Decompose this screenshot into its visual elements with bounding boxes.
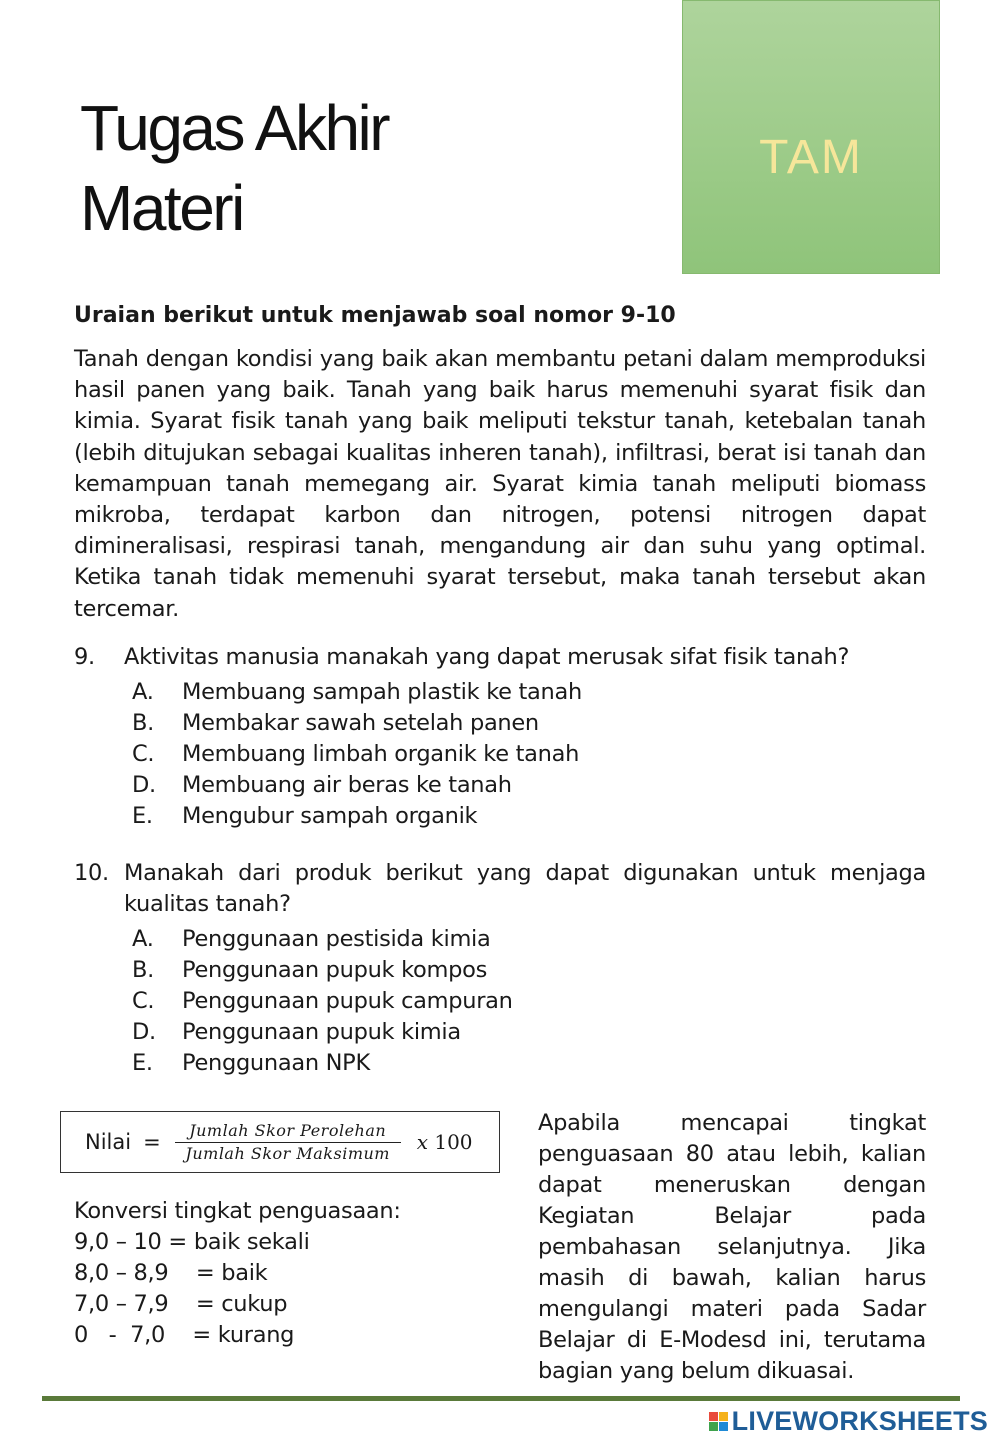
- multiplier-symbol: x: [416, 1130, 428, 1154]
- option-letter: A.: [132, 926, 154, 952]
- option-text: Penggunaan pupuk campuran: [182, 988, 513, 1014]
- option-9c[interactable]: [132, 739, 926, 770]
- question-text: Manakah dari produk berikut yang dapat digunakan untuk menjaga kualitas tanah?: [124, 860, 926, 917]
- option-10c[interactable]: [132, 986, 926, 1017]
- tam-badge-label: TAM: [759, 130, 863, 184]
- option-text: Penggunaan pestisida kimia: [182, 926, 491, 952]
- formula-denominator: Jumlah Skor Maksimum: [185, 1143, 390, 1163]
- option-9a[interactable]: [132, 677, 926, 708]
- option-10b[interactable]: [132, 955, 926, 986]
- option-9b[interactable]: [132, 708, 926, 739]
- brand-name: LIVEWORKSHEETS: [731, 1405, 988, 1436]
- option-list: [132, 677, 926, 832]
- option-text: Penggunaan pupuk kompos: [182, 957, 487, 983]
- option-letter: E.: [132, 1050, 153, 1076]
- option-10a[interactable]: [132, 924, 926, 955]
- option-letter: B.: [132, 957, 154, 983]
- option-text: Membakar sawah setelah panen: [182, 710, 539, 736]
- option-10d[interactable]: [132, 1017, 926, 1048]
- option-list: [132, 924, 926, 1079]
- option-text: Membuang sampah plastik ke tanah: [182, 679, 582, 705]
- conversion-row: 0 - 7,0 = kurang: [74, 1322, 295, 1348]
- liveworksheets-icon: [709, 1412, 728, 1431]
- question-number: 9.: [74, 644, 95, 670]
- option-9d[interactable]: [132, 770, 926, 801]
- question-9: [74, 642, 926, 832]
- formula-fraction: [175, 1120, 401, 1165]
- conversion-row: 7,0 – 7,9 = cukup: [74, 1291, 288, 1317]
- conversion-scale: [74, 1196, 494, 1351]
- option-letter: C.: [132, 741, 155, 767]
- option-letter: B.: [132, 710, 154, 736]
- passage-lead: Uraian berikut untuk menjawab soal nomor 9-10: [74, 303, 676, 328]
- formula-numerator: Jumlah Skor Perolehan: [189, 1120, 387, 1140]
- option-text: Penggunaan pupuk kimia: [182, 1019, 461, 1045]
- option-text: Penggunaan NPK: [182, 1050, 370, 1076]
- brand-logo[interactable]: [709, 1404, 988, 1438]
- option-9e[interactable]: [132, 801, 926, 832]
- title-line-2: Materi: [80, 172, 243, 244]
- multiplier-value: 100: [434, 1130, 473, 1154]
- option-letter: C.: [132, 988, 155, 1014]
- question-number: 10.: [74, 860, 109, 886]
- option-text: Membuang limbah organik ke tanah: [182, 741, 580, 767]
- score-formula: [60, 1111, 500, 1173]
- footer-rule: [42, 1396, 960, 1401]
- question-text: Aktivitas manusia manakah yang dapat merusak sifat fisik tanah?: [124, 644, 850, 670]
- conversion-heading: Konversi tingkat penguasaan:: [74, 1198, 401, 1224]
- option-letter: D.: [132, 1019, 156, 1045]
- mastery-note: Apabila mencapai tingkat penguasaan 80 atau lebih, kalian dapat meneruskan dengan Kegiatan Belajar pada pembahasan selanjutnya. Jika masih di bawah, kalian harus mengulangi materi pada Sadar Belajar di E-Modesd ini, terutama bagian yang belum dikuasai.: [538, 1110, 926, 1384]
- formula-multiplier: [417, 1130, 473, 1154]
- title-line-1: Tugas Akhir: [80, 92, 389, 164]
- formula-label: Nilai: [85, 1130, 132, 1154]
- option-letter: E.: [132, 803, 153, 829]
- page-title: [80, 88, 600, 248]
- option-letter: A.: [132, 679, 154, 705]
- option-text: Mengubur sampah organik: [182, 803, 478, 829]
- tam-badge: [682, 0, 940, 274]
- reading-passage: Tanah dengan kondisi yang baik akan membantu petani dalam memproduksi hasil panen yang baik. Tanah yang baik harus memenuhi syarat fisik dan kimia. Syarat fisik tanah yang baik meliputi tekstur tanah, ketebalan tanah (lebih ditujukan sebagai kualitas inheren tanah), infiltrasi, berat isi tanah dan kemampuan tanah memegang air. Syarat kimia tanah meliputi biomass mikroba, terdapat karbon dan nitrogen, potensi nitrogen dapat dimineralisasi, respirasi tanah, mengandung air dan suhu yang optimal. Ketika tanah tidak memenuhi syarat tersebut, maka tanah tersebut akan tercemar.: [74, 346, 926, 622]
- conversion-row: 8,0 – 8,9 = baik: [74, 1260, 268, 1286]
- conversion-row: 9,0 – 10 = baik sekali: [74, 1229, 310, 1255]
- option-text: Membuang air beras ke tanah: [182, 772, 512, 798]
- option-letter: D.: [132, 772, 156, 798]
- question-10: [74, 858, 926, 1079]
- option-10e[interactable]: [132, 1048, 926, 1079]
- formula-equals: =: [143, 1130, 161, 1154]
